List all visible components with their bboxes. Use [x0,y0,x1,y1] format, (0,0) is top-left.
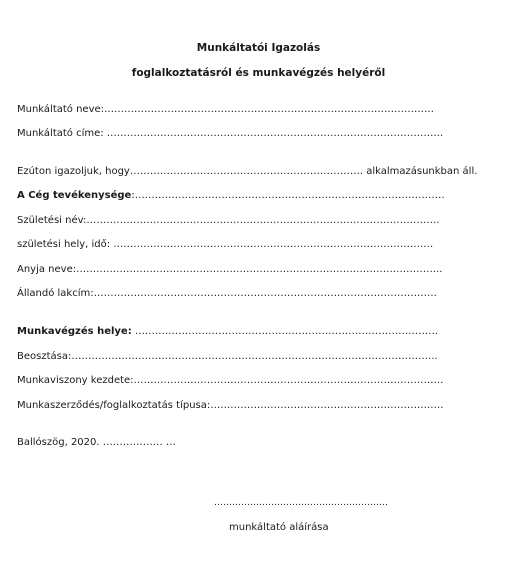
mother-name-field [17,263,442,277]
confirmation-sentence [17,165,477,179]
signature-line: …………………………………………………. [214,498,388,508]
permanent-address-field [17,287,437,301]
field-text: Beosztása:……………………………………………………………………………………………….. [17,351,438,362]
birth-place-date-field [17,238,433,252]
field-text: Ezúton igazoljuk, hogy……………………………………………………………. alkalmazásunkban áll. [17,166,478,177]
company-activity-field [17,189,445,203]
field-dots: ………………………………………………………………………………. [131,326,439,337]
field-dots: :………………………………………………………………………………… [131,190,445,201]
position-field [17,350,438,364]
document-title: Munkáltatói Igazolás [196,42,321,54]
contract-type-field [17,399,443,413]
document-subtitle: foglalkoztatásról és munkavégzés helyéről [131,67,386,79]
field-text: Születési név:……………………………………………………………………………………………. [17,215,440,226]
place-date-line [17,436,176,450]
field-text: születési hely, idő: …………………………………………………………………………………… [17,239,434,250]
field-label-bold: A Cég tevékenysége [17,190,132,201]
field-text: Munkaviszony kezdete:………………………………………………………………………………… [17,375,444,386]
birth-name-field [17,214,440,228]
field-text: Munkáltató neve:……………………………………………………………………………………… [17,104,435,115]
employer-address-field [17,127,443,141]
field-text: Állandó lakcím:…………………………………………………………………………………………. [17,288,437,299]
field-text: Anyja neve:……………………………………………………………………………………………….. [17,264,443,275]
signature-label: munkáltató aláírása [229,522,329,533]
field-label-bold: Munkavégzés helye: [17,326,132,337]
workplace-field [17,325,438,339]
employer-name-field [17,103,434,117]
field-text: Munkáltató címe: ……………………………………………………………………………………….. [17,128,444,139]
employment-start-field [17,374,444,388]
field-text: Ballószög, 2020. ……………… … [17,437,176,448]
field-text: Munkaszerződés/foglalkoztatás típusa:……………………………………………………………. [17,400,444,411]
